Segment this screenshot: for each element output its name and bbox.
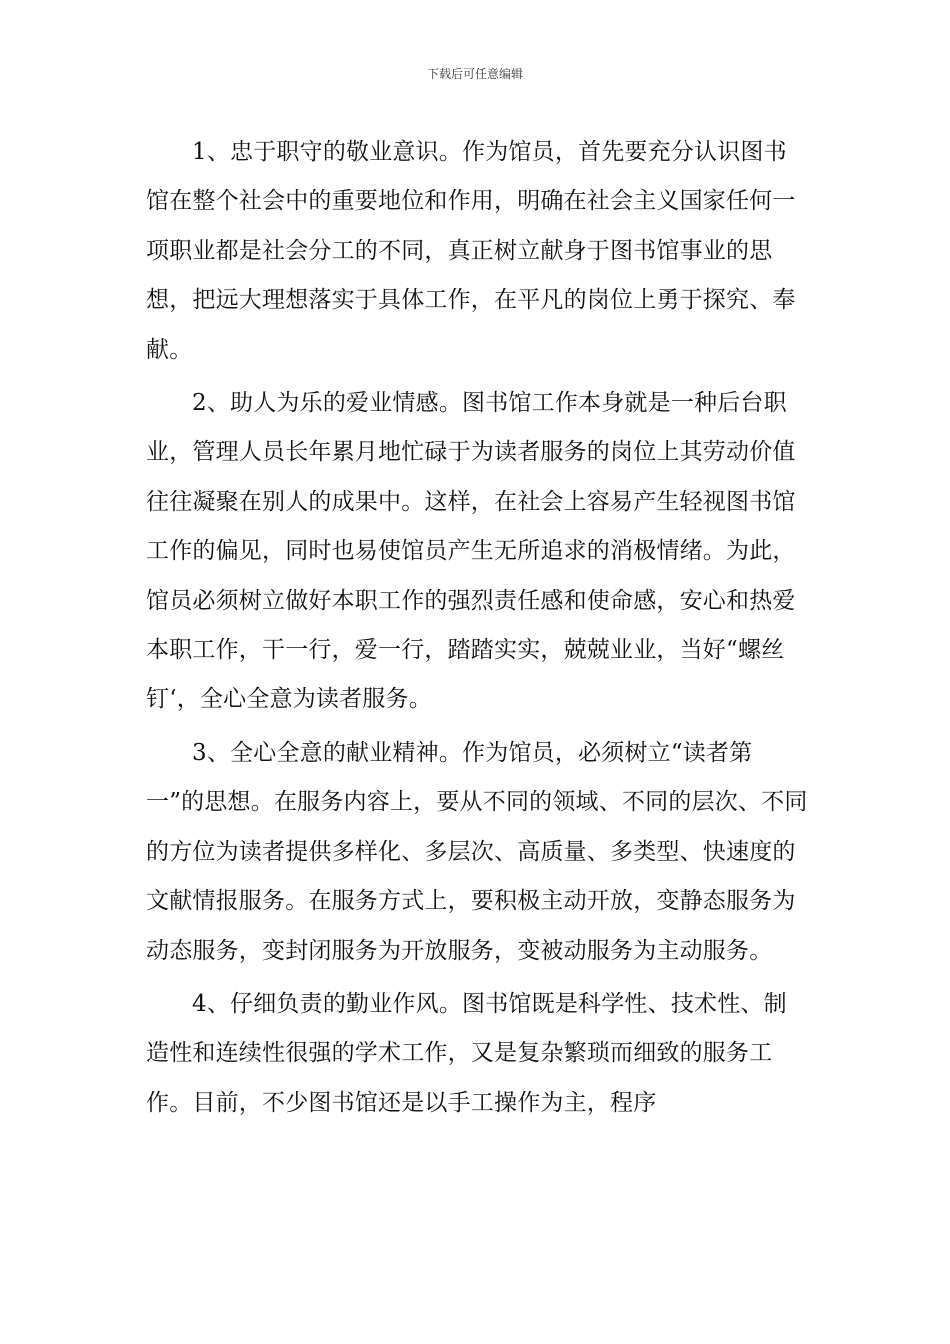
paragraph-1: 1、忠于职守的敬业意识。作为馆员，首先要充分认识图书馆在整个社会中的重要地位和作用，明确在社会主义国家任何一项职业都是社会分工的不同，真正树立献身于图书馆事业的思想，把远大理想落实于具体工作，在平凡的岗位上勇于探究、奉献。: [146, 139, 796, 363]
document-body: [146, 128, 810, 1132]
paragraph-2: 2、助人为乐的爱业情感。图书馆工作本身就是一种后台职业，管理人员长年累月地忙碌于为读者服务的岗位上其劳动价值往往凝聚在别人的成果中。这样，在社会上容易产生轻视图书馆工作的偏见，同时也易使馆员产生无所追求的消极情绪。为此，馆员必须树立做好本职工作的强烈责任感和使命感，安心和热爱本职工作，干一行，爱一行，踏踏实实，兢兢业业，当好“螺丝钉‘，全心全意为读者服务。: [146, 390, 796, 713]
page-header: 下载后可任意编辑: [426, 67, 523, 81]
paragraph-3: 3、全心全意的献业精神。作为馆员，必须树立“读者第一”的思想。在服务内容上，要从不同的领域、不同的层次、不同的方位为读者提供多样化、多层次、高质量、多类型、快速度的文献情报服务。在服务方式上，要积极主动开放，变静态服务为动态服务，变封闭服务为开放服务，变被动服务为主动服务。: [146, 739, 808, 964]
paragraph-4: 4、仔细负责的勤业作风。图书馆既是科学性、技术性、制造性和连续性很强的学术工作，又是复杂繁琐而细致的服务工作。目前，不少图书馆还是以手工操作为主，程序: [146, 990, 787, 1116]
